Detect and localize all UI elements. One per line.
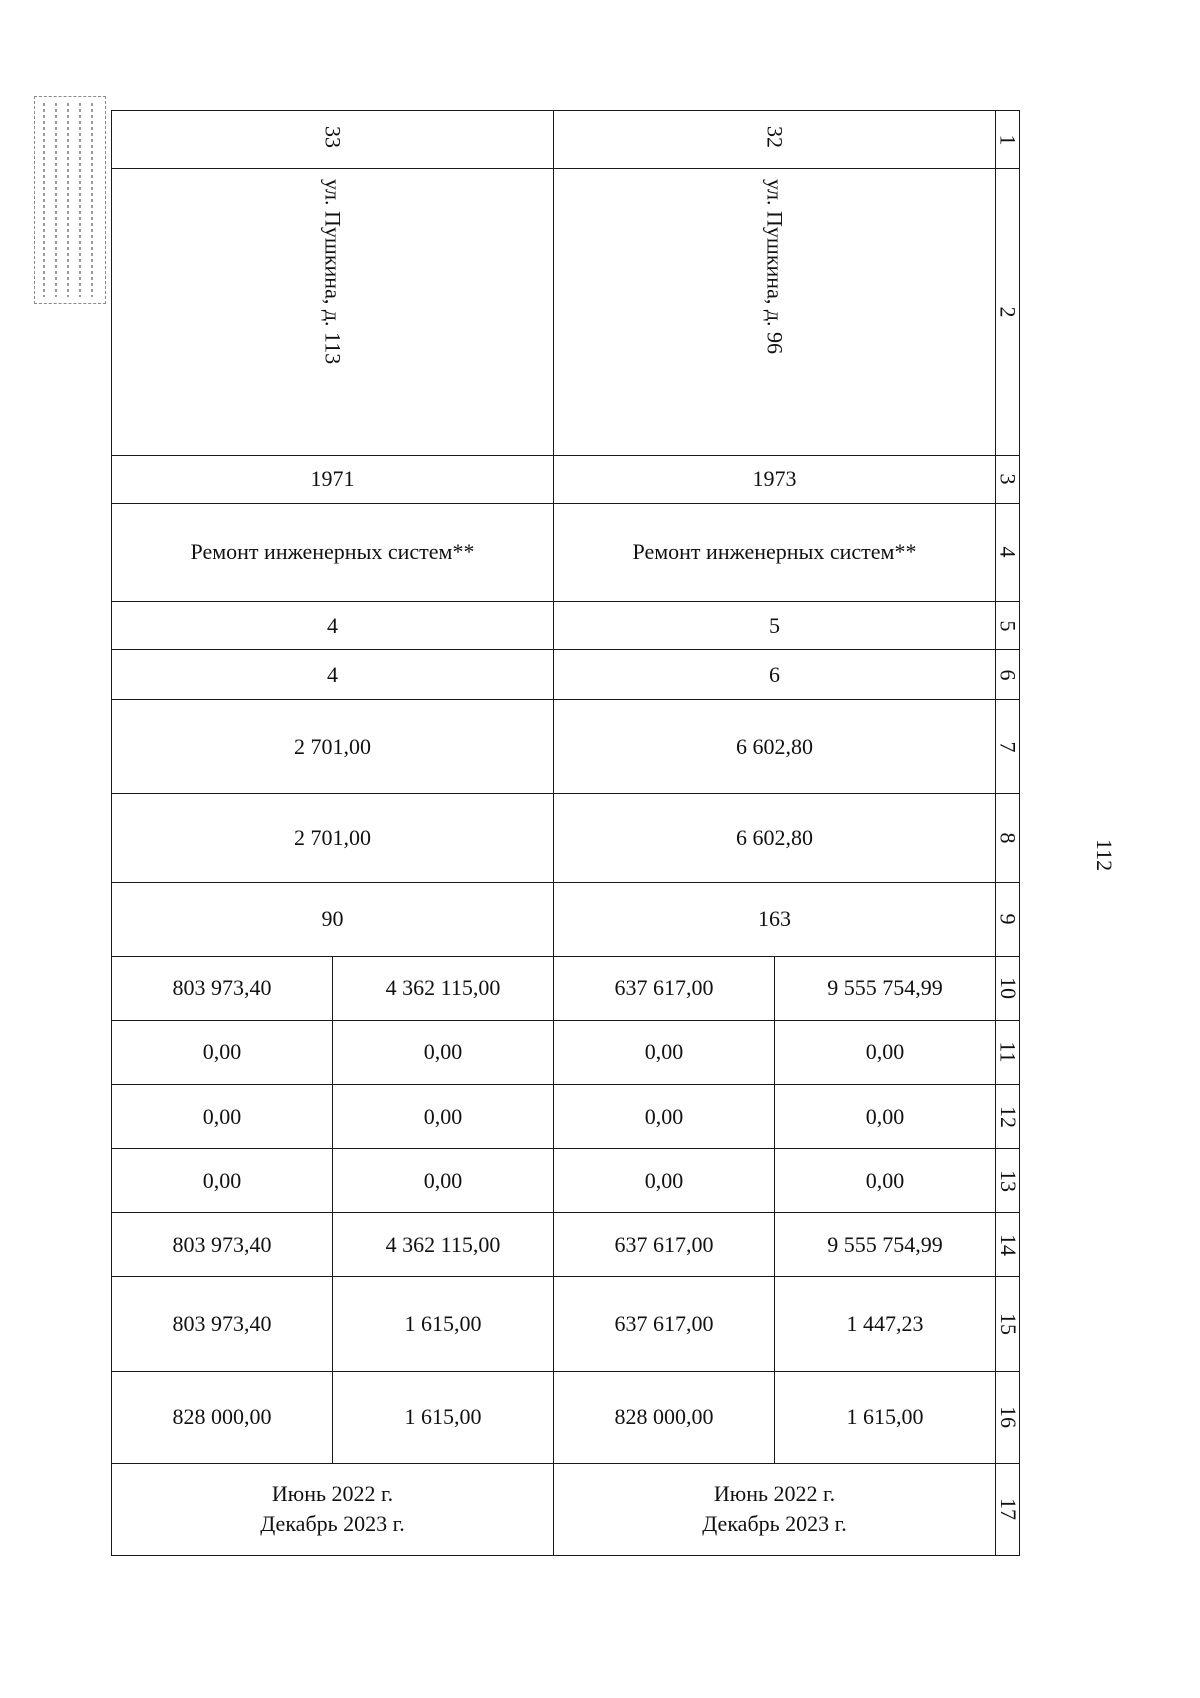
cell-value: 1 615,00 xyxy=(775,1371,996,1463)
object-work-type: Ремонт инженерных систем** xyxy=(112,503,554,601)
column-index: 14 xyxy=(995,1233,1021,1256)
row-6 xyxy=(112,650,1020,700)
cell-value: 4 xyxy=(112,602,554,650)
cell-value: 4 362 115,00 xyxy=(333,956,554,1020)
period-start: Июнь 2022 г. xyxy=(271,1481,394,1507)
column-index: 1 xyxy=(995,134,1021,146)
row-year xyxy=(112,455,1020,503)
cell-value: 0,00 xyxy=(554,1084,775,1148)
document-stamp xyxy=(34,96,106,304)
column-index: 12 xyxy=(995,1105,1021,1128)
row-14 xyxy=(112,1213,1020,1277)
cell-value: 4 362 115,00 xyxy=(333,1213,554,1277)
row-12 xyxy=(112,1084,1020,1148)
cell-value: 803 973,40 xyxy=(112,1213,333,1277)
row-15 xyxy=(112,1277,1020,1371)
row-5 xyxy=(112,602,1020,650)
column-index: 10 xyxy=(995,977,1021,1000)
cell-value: 90 xyxy=(112,882,554,956)
cell-value: 2 701,00 xyxy=(112,794,554,882)
row-address xyxy=(112,169,1020,456)
page-number: 112 xyxy=(1092,838,1118,872)
column-index: 8 xyxy=(995,832,1021,844)
row-9 xyxy=(112,882,1020,956)
cell-value: 637 617,00 xyxy=(554,956,775,1020)
column-index: 7 xyxy=(995,741,1021,753)
row-8 xyxy=(112,794,1020,882)
row-16 xyxy=(112,1371,1020,1463)
column-index: 11 xyxy=(995,1041,1021,1063)
cell-value: 0,00 xyxy=(333,1149,554,1213)
column-index: 13 xyxy=(995,1169,1021,1192)
cell-value: 9 555 754,99 xyxy=(775,956,996,1020)
cell-value: 0,00 xyxy=(112,1084,333,1148)
object-work-type: Ремонт инженерных систем** xyxy=(554,503,996,601)
row-11 xyxy=(112,1020,1020,1084)
object-number: 32 xyxy=(762,125,788,148)
column-index: 2 xyxy=(995,306,1021,318)
cell-value: 0,00 xyxy=(112,1149,333,1213)
cell-value: 5 xyxy=(554,602,996,650)
cell-value: 0,00 xyxy=(775,1149,996,1213)
cell-value: 6 602,80 xyxy=(554,794,996,882)
object-address: ул. Пушкина, д. 113 xyxy=(320,179,346,365)
object-number: 33 xyxy=(320,125,346,148)
period-start: Июнь 2022 г. xyxy=(713,1481,836,1507)
cell-value: 0,00 xyxy=(554,1149,775,1213)
cell-value: 1 615,00 xyxy=(333,1371,554,1463)
cell-value: 163 xyxy=(554,882,996,956)
object-table xyxy=(111,110,1020,1556)
column-index: 3 xyxy=(995,473,1021,485)
cell-value: 1 447,23 xyxy=(775,1277,996,1371)
cell-value: 6 602,80 xyxy=(554,700,996,794)
object-year: 1971 xyxy=(112,455,554,503)
object-period xyxy=(112,1463,554,1555)
object-year: 1973 xyxy=(554,455,996,503)
row-number xyxy=(112,111,1020,169)
cell-value: 9 555 754,99 xyxy=(775,1213,996,1277)
cell-value: 637 617,00 xyxy=(554,1213,775,1277)
cell-value: 0,00 xyxy=(112,1020,333,1084)
cell-value: 1 615,00 xyxy=(333,1277,554,1371)
row-13 xyxy=(112,1149,1020,1213)
cell-value: 0,00 xyxy=(775,1020,996,1084)
row-work-type xyxy=(112,503,1020,601)
period-end: Декабрь 2023 г. xyxy=(260,1511,405,1537)
cell-value: 828 000,00 xyxy=(112,1371,333,1463)
column-index: 16 xyxy=(995,1406,1021,1429)
column-index: 6 xyxy=(995,669,1021,681)
cell-value: 0,00 xyxy=(554,1020,775,1084)
cell-value: 0,00 xyxy=(775,1084,996,1148)
column-index: 4 xyxy=(995,546,1021,558)
column-index: 9 xyxy=(995,913,1021,925)
cell-value: 803 973,40 xyxy=(112,956,333,1020)
object-address: ул. Пушкина, д. 96 xyxy=(762,179,788,355)
cell-value: 828 000,00 xyxy=(554,1371,775,1463)
cell-value: 4 xyxy=(112,650,554,700)
column-index: 17 xyxy=(995,1498,1021,1521)
object-period xyxy=(554,1463,996,1555)
row-7 xyxy=(112,700,1020,794)
cell-value: 6 xyxy=(554,650,996,700)
column-index: 15 xyxy=(995,1312,1021,1335)
cell-value: 803 973,40 xyxy=(112,1277,333,1371)
period-end: Декабрь 2023 г. xyxy=(702,1511,847,1537)
row-10 xyxy=(112,956,1020,1020)
cell-value: 0,00 xyxy=(333,1020,554,1084)
cell-value: 0,00 xyxy=(333,1084,554,1148)
row-period xyxy=(112,1463,1020,1555)
column-index: 5 xyxy=(995,620,1021,632)
cell-value: 637 617,00 xyxy=(554,1277,775,1371)
cell-value: 2 701,00 xyxy=(112,700,554,794)
